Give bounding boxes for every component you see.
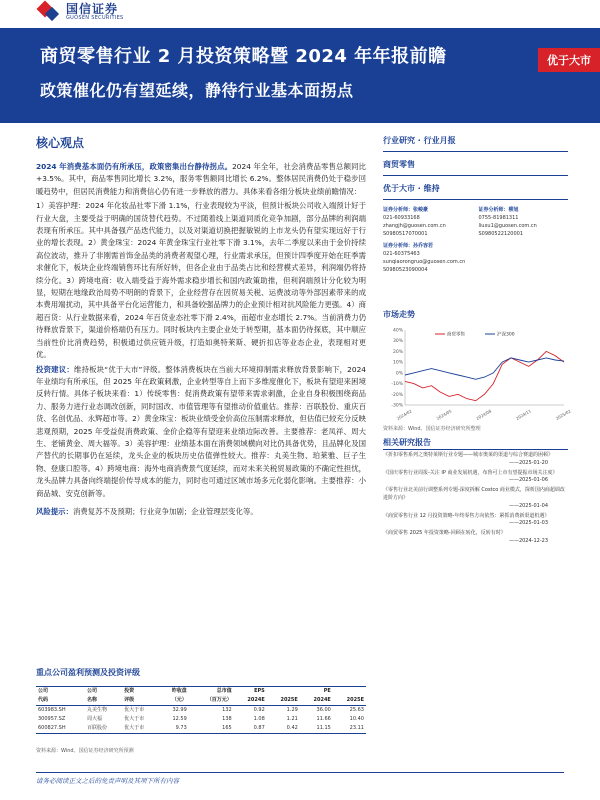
related-report-date: ——2025-01-04 xyxy=(508,502,548,509)
core-views-section xyxy=(36,134,366,518)
y-tick-label: 30% xyxy=(392,339,403,345)
x-tick-label: 2024/05 xyxy=(435,408,453,422)
related-report-item[interactable] xyxy=(383,513,568,529)
related-report-item[interactable] xyxy=(383,530,568,546)
table-header: 昨收盘 xyxy=(159,687,188,697)
related-divider xyxy=(383,449,568,450)
table-cell: 300957.SZ xyxy=(38,716,66,722)
x-tick-label: 2025/02 xyxy=(554,408,572,422)
related-title: 相关研究报告 xyxy=(383,438,431,447)
related-report-title: 《零售行业北美前行调整系列专题-深度拆解 Costco 商业模式，探析国内商超调改进阶方向》 xyxy=(383,487,565,501)
sidebar-divider xyxy=(383,199,568,200)
analyst-email: sunqiaorongruo@guosen.com.cn xyxy=(383,259,466,265)
footer-divider xyxy=(36,772,564,773)
table-header: 2024E xyxy=(300,696,333,706)
company-logo xyxy=(38,0,124,24)
y-tick-label: -20% xyxy=(391,392,403,398)
y-tick-label: 20% xyxy=(392,349,403,355)
report-subtitle: 政策催化仍有望延续，静待行业基本面拐点 xyxy=(40,81,354,100)
table-header: 公司 xyxy=(85,687,122,697)
related-report-date: ——2025-01-03 xyxy=(508,520,548,527)
y-tick-label: -30% xyxy=(391,403,403,409)
table-cell: 9.73 xyxy=(159,724,188,734)
analyst-card xyxy=(383,242,473,274)
analyst-cert: S0980517070001 xyxy=(383,231,428,237)
table-cell: 优大于市 xyxy=(124,716,145,722)
table-cell: 603983.SH xyxy=(38,707,66,713)
analyst-email: zhangjh@guosen.com.cn xyxy=(383,223,446,229)
analyst-phone: 021-60375463 xyxy=(383,251,420,257)
analyst-card xyxy=(383,206,473,238)
x-tick-label: 2024/02 xyxy=(395,408,413,422)
section-title: 核心观点 xyxy=(36,136,85,150)
table-header xyxy=(267,687,300,697)
table-cell: 周大福 xyxy=(86,716,102,722)
related-report-item[interactable] xyxy=(383,487,568,510)
p1-highlight: 2024 年消费基本面仍有所承压，政策密集出台静待拐点。 xyxy=(36,162,233,171)
table-cell: 0.42 xyxy=(267,724,300,734)
related-report-date: ——2025-01-20 xyxy=(508,459,548,466)
y-tick-label: 40% xyxy=(392,328,403,334)
logo-name-cn: 国信证券 xyxy=(66,2,119,16)
table-cell: 优大于市 xyxy=(122,724,159,734)
table-cell: 138 xyxy=(222,716,232,722)
related-report-title: 《商贸零售行业 12 月投资策略-年终零售方向依然：紧抓消费新渠道机遇》 xyxy=(383,512,550,519)
market-trend-chart xyxy=(383,324,572,422)
y-tick-label: 10% xyxy=(392,360,403,366)
related-reports-list xyxy=(383,452,568,548)
sidebar-divider xyxy=(383,175,568,176)
p1-text: 2024 年全年，社会消费品零售总额同比+3.5%。其中，商品零售同比增长 3.2%，服务零售额同比增长 6.2%。整体居民消费仍处于稳步回暖趋势中，但居民消费能力和消费信心仍有进一步释放的潜力。具体来看各细分板块业绩前瞻情况： xyxy=(36,162,366,196)
table-cell: 23.11 xyxy=(333,724,366,734)
table-cell: 11.66 xyxy=(316,716,331,722)
industry-name: 商贸零售 xyxy=(383,160,415,169)
table-header: 公司 xyxy=(36,687,85,697)
table-cell: 11.15 xyxy=(300,724,333,734)
analyst-list xyxy=(383,206,568,274)
report-title: 商贸零售行业 2 月投资策略暨 2024 年年报前瞻 xyxy=(40,46,447,67)
table-cell: 丸美生物 xyxy=(86,707,107,713)
table-header: PE xyxy=(300,687,333,697)
analyst-phone: 0755-81981311 xyxy=(478,215,519,221)
series-line-1 xyxy=(405,351,564,400)
disclaimer-footer: 请务必阅读正文之后的免责声明及其项下所有内容 xyxy=(36,777,179,785)
table-cell: 600827.SH xyxy=(36,724,85,734)
risk-text: 消费复苏不及预期；行业竞争加剧；企业管理层变化等。 xyxy=(72,506,258,516)
table-cell: 132 xyxy=(222,707,232,713)
table-cell: 0.92 xyxy=(253,707,265,713)
table-cell: 百联股份 xyxy=(85,724,122,734)
related-report-title: 《商贸零售 2025 年投资策略-回顾在转化，反转有时》 xyxy=(383,530,506,537)
series-line-2 xyxy=(405,358,564,379)
y-tick-label: -10% xyxy=(391,382,403,388)
analyst-card xyxy=(479,206,569,238)
risk-warning xyxy=(36,506,366,518)
logo-name-en: GUOSEN SECURITIES xyxy=(66,15,124,21)
related-report-item[interactable] xyxy=(383,470,568,486)
p2-text: 1）美容护理：2024 年化妆品社零下滑 1.1%，行业表现较为平淡，但预计板块公司收入端预计好于行业大盘，主要受益于明确的国货替代趋势。不过随着线上渠道同质化竞争加剧，部分品牌的利润端表现有所承压。其中具备强产品迭代能力，以及对渠道切换把握敏锐的上市龙头仍有望实现远好于行业的增长表现。2）黄金珠宝：2024 年黄金珠宝行业社零下滑 3.1%，去年二季度以来由于金价持续高位波动，推升了非刚需首饰金品类的消费者观望心理，行业需求承压，但预计四季度开始在旺季需求催化下，板块企业终端销售环比有所好转，但各企业由于品类占比和经营模式差异，利润端仍将持续分化。3）跨境电商：收入端受益于海外需求稳步增长和国内政策助推，但利润端预计分化较为明显，短期在地缘政治局势不明朗的背景下，企业经营存在因贸易关税、运费波动等外部因素带来的成本费用端扰动，其中具备平台化运营能力，和具备较强品牌力的企业预计相对抗风险能力更强。4）商超百货：从行业数据来看，2024 年百货业态社零下滑 2.4%，而超市业态增长 2.7%。当前消费力仍待释放背景下，渠道价格端仍有压力。同时板块内主要企业处于转型期，基本面仍待探底，其中顺应当前性价比消费趋势，积极通过供应链升级，打造如奥特莱斯、硬折扣店等业态企业，表现相对更优。 xyxy=(36,201,366,360)
table-cell: 0.87 xyxy=(234,724,267,734)
table-cell: 165 xyxy=(189,724,234,734)
analyst-name: 证券分析师：张峻豪 xyxy=(383,207,429,213)
related-report-item[interactable] xyxy=(383,452,568,468)
risk-highlight: 风险提示： xyxy=(36,506,73,516)
analyst-cert: S0980522120001 xyxy=(478,231,524,237)
table-cell: 32.99 xyxy=(172,707,187,713)
related-report-title: 《国庆零售行业周报-关注 IP 商业发展机遇，布鲁可上市有望提振市场关注度》 xyxy=(383,469,558,476)
table-header: （元） xyxy=(159,696,188,706)
table-header: 代码 xyxy=(36,696,85,706)
report-type: 行业研究 · 行业月报 xyxy=(383,136,456,145)
forecast-table-title: 重点公司盈利预测及投资评级 xyxy=(36,668,140,677)
table-row xyxy=(36,715,366,724)
p3-text: 维持板块“优于大市”评级。整体消费板块在当前大环境抑制需求释放背景影响下，2024 年业绩均有所承压，但 2025 年在政策刺激，企业转型等自上而下多维度催化下，板块有望迎来困境反转行情。具体子板块来看：1）传统零售：促消费政策有望带来需求刺激，企业自身积极围绕商品力、服务力进行业态调改创新，同时国改、市值管理等有望推动价值重估。推荐：百联股份、重庆百货、名创优品、永辉超市等。2）黄金珠宝：板块业绩受金价高位压制需求释放，但估值已较充分反映悲观预期，2025 年受益促消费政策、金价企稳等有望迎来业绩边际改善。主要推荐：老凤祥、周大生、老铺黄金、周大福等。3）美容护理：业绩基本面在消费领域横向对比仍具备优势，且品牌化及国产替代的长期事仍在延续，龙头企业的板块历史估值弹性较大。推荐：丸美生物、珀莱雅、巨子生物、登康口腔等。4）跨境电商：海外电商消费景气度延续，而对未来关税贸易政策的不确定性担忧，龙头品牌力具备向终端提价传导成本的能力，同时也可通过区域市场多元化弱化影响。主要推荐：小商品城、安克创新等。 xyxy=(36,364,366,498)
table-row xyxy=(36,706,366,716)
x-tick-label: 2024/11 xyxy=(515,408,532,422)
legend-label: 沪深300 xyxy=(497,332,515,338)
table-cell: 1.21 xyxy=(286,716,298,722)
sidebar-divider xyxy=(383,151,568,152)
table-header: 名称 xyxy=(85,696,122,706)
x-tick-label: 2024/08 xyxy=(475,408,493,422)
related-report-date: ——2024-12-23 xyxy=(508,537,548,544)
industry-rating: 优于大市 · 维持 xyxy=(383,184,440,193)
table-row xyxy=(36,724,366,734)
analyst-cert: S0980523090004 xyxy=(383,267,428,273)
table-header: 2025E xyxy=(333,696,366,706)
table-cell: 36.00 xyxy=(316,707,331,713)
related-report-title: 《折扣零售系列之奥特莱斯行业专题——城市奥莱的渠道与综合赛道的困顿》 xyxy=(383,452,554,458)
title-banner xyxy=(0,28,600,123)
table-header: 评级 xyxy=(122,696,159,706)
table-cell: 1.08 xyxy=(253,716,265,722)
p3-highlight: 投资建议： xyxy=(36,364,74,374)
analyst-phone: 021-60933168 xyxy=(383,215,420,221)
table-header: 2024E xyxy=(234,696,267,706)
core-views-body xyxy=(36,161,366,500)
table-header: 投资 xyxy=(122,687,159,697)
legend-label: 商贸零售 xyxy=(447,332,465,338)
table-source: 资料来源：Wind、国信证券经济研究所预测 xyxy=(36,748,134,754)
table-cell: 优大于市 xyxy=(124,707,145,713)
analyst-name: 证券分析师：柳旭 xyxy=(478,207,519,213)
y-tick-label: 0% xyxy=(395,371,403,377)
table-cell: 10.40 xyxy=(349,716,364,722)
analyst-email: liuxu1@guosen.com.cn xyxy=(478,223,537,229)
chart-source: 资料来源：Wind、国信证券经济研究所整理 xyxy=(383,426,481,432)
forecast-table xyxy=(36,686,366,734)
right-sidebar xyxy=(383,134,568,274)
logo-mark-icon xyxy=(38,1,60,23)
table-header: 总市值 xyxy=(189,687,234,697)
table-header: 2025E xyxy=(267,696,300,706)
table-cell: 25.63 xyxy=(349,707,364,713)
related-report-date: ——2025-01-06 xyxy=(508,477,548,484)
table-header: （百万元） xyxy=(189,696,234,706)
table-header xyxy=(333,687,366,697)
table-cell: 12.59 xyxy=(172,716,187,722)
analyst-name: 证券分析师：孙乔容若 xyxy=(383,243,434,249)
table-cell: 1.29 xyxy=(286,707,298,713)
table-header: EPS xyxy=(234,687,267,697)
rating-tag: 优于大市 xyxy=(538,48,600,72)
chart-title: 市场走势 xyxy=(383,310,415,319)
